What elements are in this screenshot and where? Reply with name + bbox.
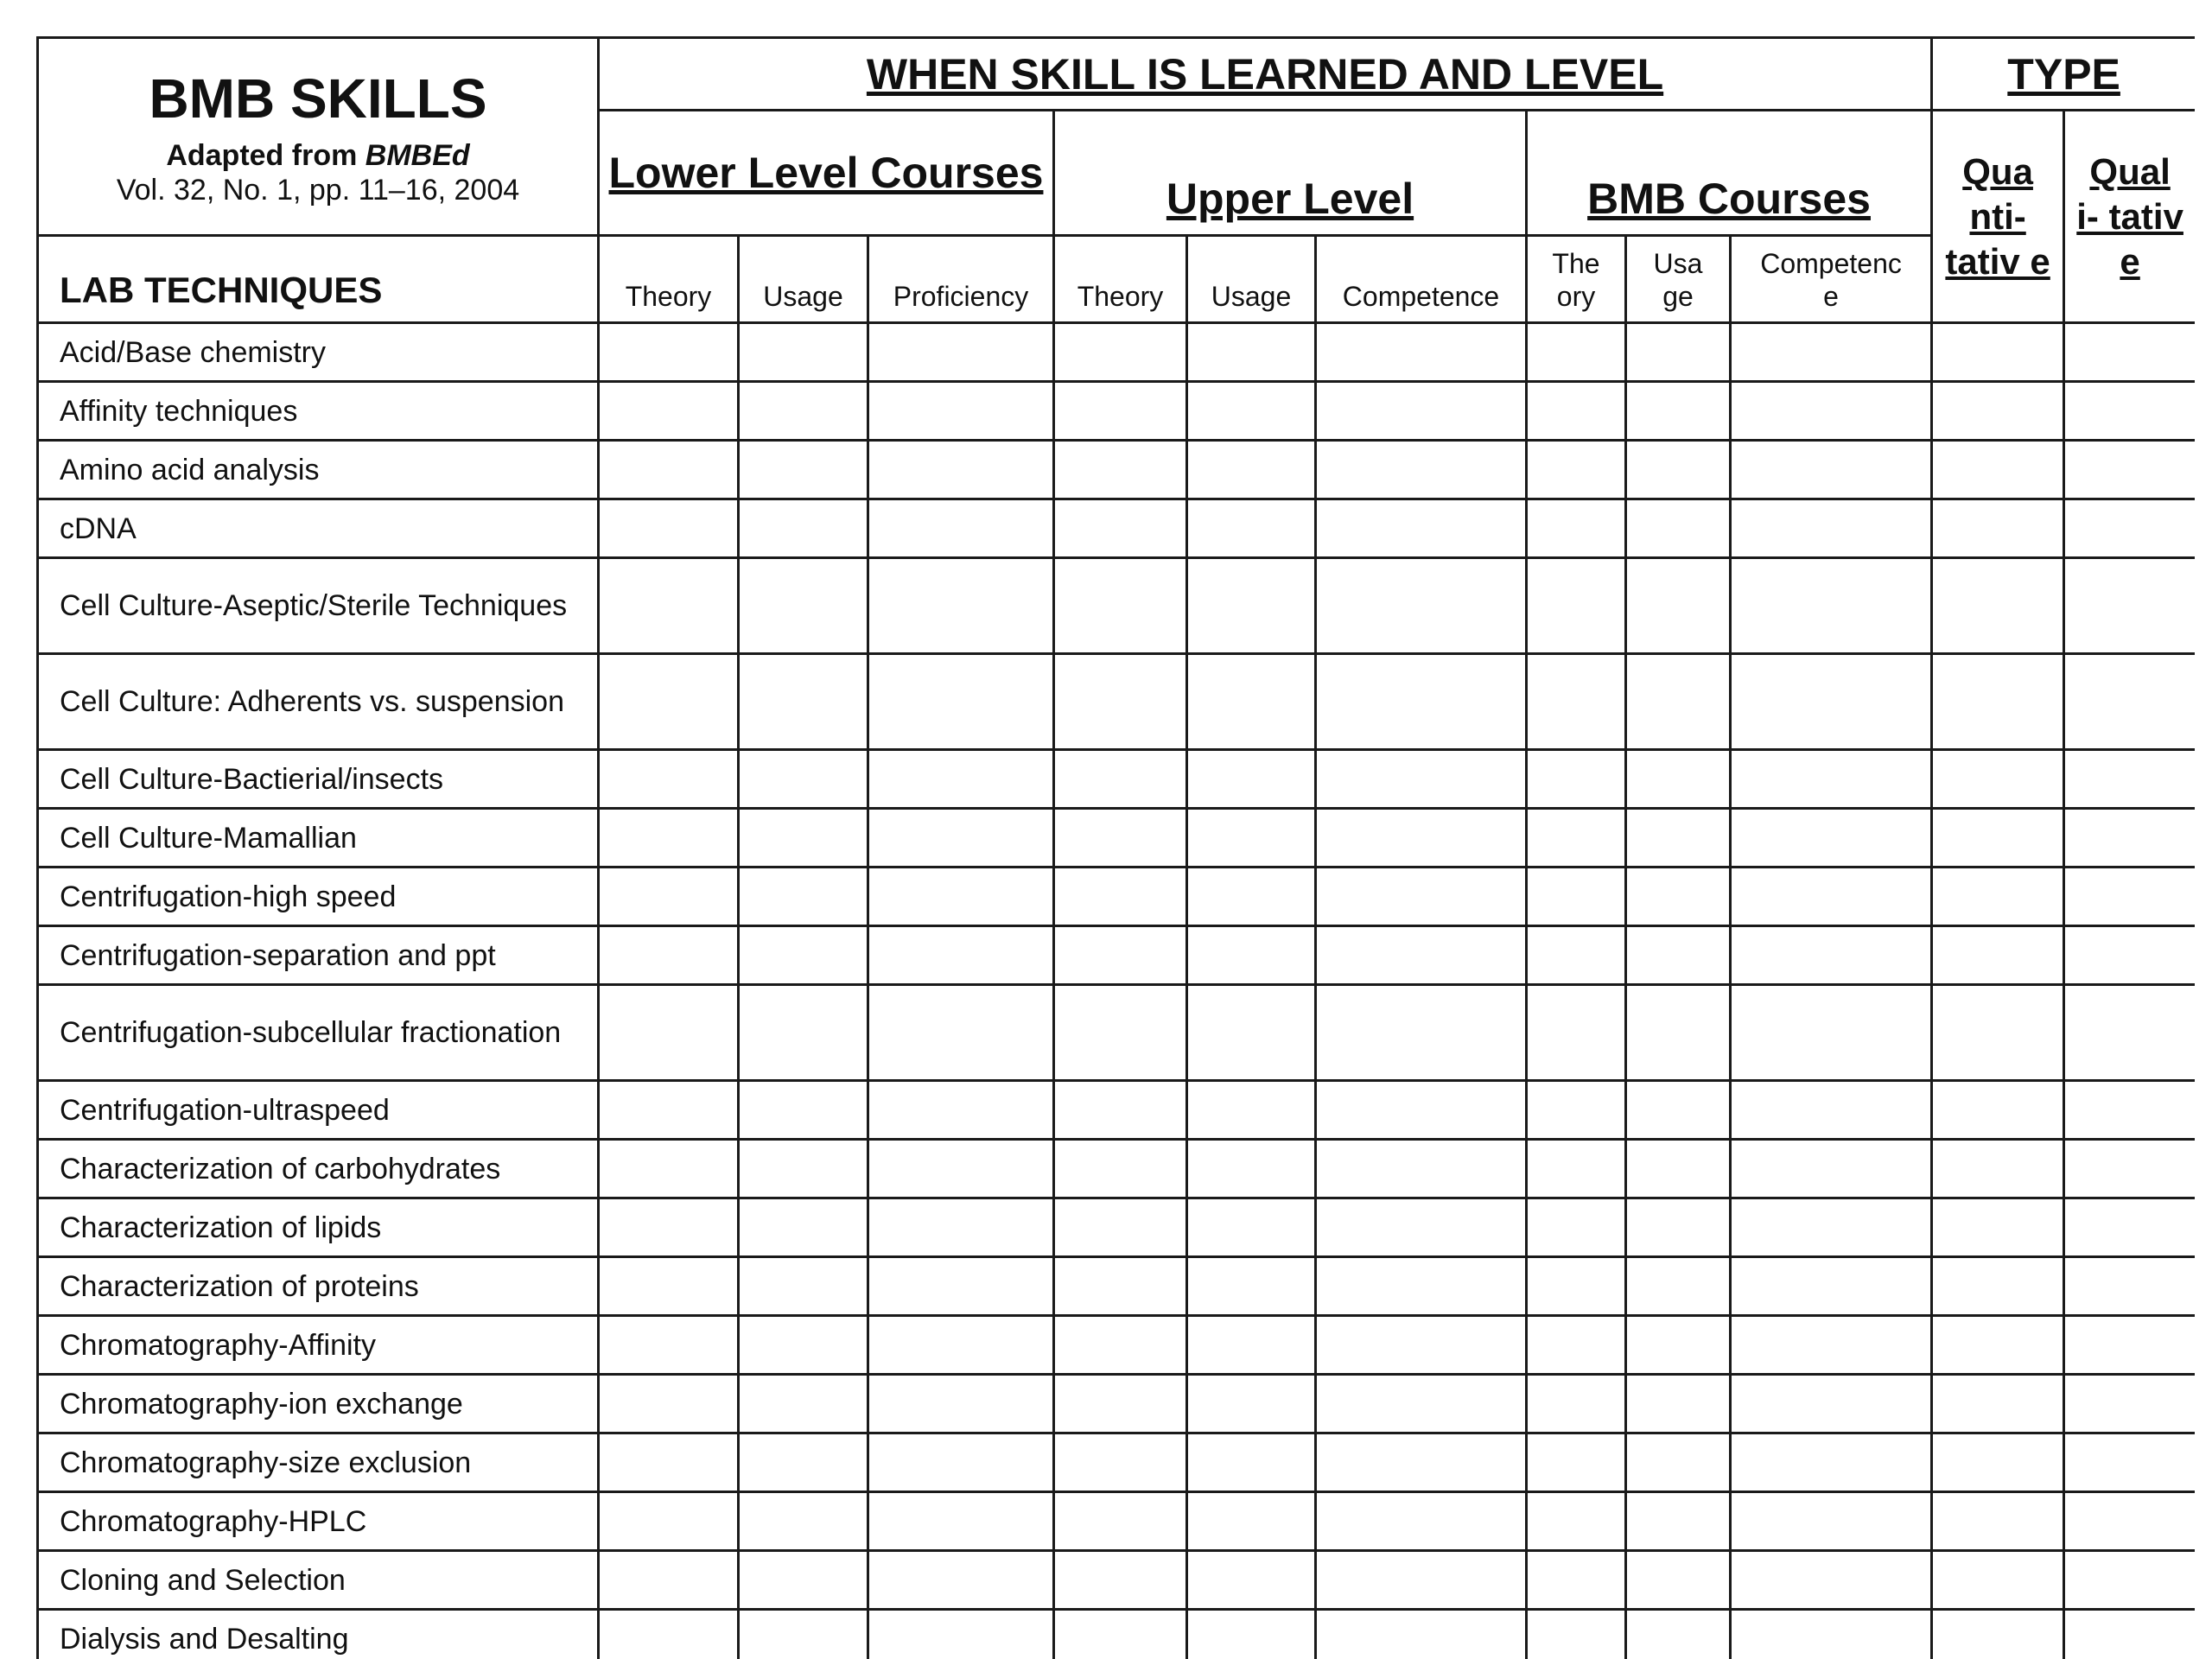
skill-cell[interactable] <box>2064 1081 2195 1140</box>
skill-cell[interactable] <box>868 1198 1054 1257</box>
skill-cell[interactable] <box>1626 1257 1731 1316</box>
skill-cell[interactable] <box>1527 1492 1626 1551</box>
skill-cell[interactable] <box>1932 985 2064 1081</box>
bmb-skills-table <box>36 36 2195 1659</box>
skill-cell[interactable] <box>1187 868 1316 926</box>
skill-cell[interactable] <box>599 1433 739 1492</box>
skill-cell[interactable] <box>1731 499 1932 558</box>
skill-cell[interactable] <box>1527 1375 1626 1433</box>
skill-cell[interactable] <box>1054 1375 1187 1433</box>
skill-cell[interactable] <box>599 750 739 809</box>
skill-cell[interactable] <box>1187 1081 1316 1140</box>
technique-label: Centrifugation-high speed <box>38 868 599 926</box>
skill-cell[interactable] <box>868 499 1054 558</box>
skill-cell[interactable] <box>1932 441 2064 499</box>
upper-level-heading: Upper Level <box>1054 111 1527 236</box>
adapted-source: BMBEd <box>365 139 470 172</box>
skill-cell[interactable] <box>1932 323 2064 382</box>
skill-cell[interactable] <box>1527 1551 1626 1610</box>
when-skill-learned-heading: WHEN SKILL IS LEARNED AND LEVEL <box>599 38 1932 111</box>
skill-cell[interactable] <box>2064 1198 2195 1257</box>
skill-cell[interactable] <box>1316 1492 1527 1551</box>
table-row <box>38 441 2196 499</box>
skill-cell[interactable] <box>1731 985 1932 1081</box>
skill-cell[interactable] <box>1626 926 1731 985</box>
table-row <box>38 499 2196 558</box>
skill-cell[interactable] <box>1626 499 1731 558</box>
skill-cell[interactable] <box>739 1257 868 1316</box>
skill-cell[interactable] <box>2064 1551 2195 1610</box>
skill-cell[interactable] <box>739 1551 868 1610</box>
skill-cell[interactable] <box>1187 1610 1316 1659</box>
skill-cell[interactable] <box>1187 1316 1316 1375</box>
skill-cell[interactable] <box>1316 1198 1527 1257</box>
skill-cell[interactable] <box>739 1492 868 1551</box>
skill-cell[interactable] <box>1527 382 1626 441</box>
skill-cell[interactable] <box>599 323 739 382</box>
technique-label: Affinity techniques <box>38 382 599 441</box>
skill-cell[interactable] <box>1731 1140 1932 1198</box>
skill-cell[interactable] <box>1731 441 1932 499</box>
skill-cell[interactable] <box>1316 868 1527 926</box>
type-heading: TYPE <box>1932 38 2195 111</box>
skill-cell[interactable] <box>1731 1551 1932 1610</box>
skill-cell[interactable] <box>868 382 1054 441</box>
skill-cell[interactable] <box>1527 1198 1626 1257</box>
technique-label: Chromatography-Affinity <box>38 1316 599 1375</box>
skill-cell[interactable] <box>1731 1316 1932 1375</box>
skill-cell[interactable] <box>1731 1610 1932 1659</box>
upper-competence-header: Competence <box>1316 236 1527 323</box>
skill-cell[interactable] <box>1731 558 1932 654</box>
skill-cell[interactable] <box>1187 441 1316 499</box>
technique-label: Characterization of carbohydrates <box>38 1140 599 1198</box>
skill-cell[interactable] <box>1316 1316 1527 1375</box>
technique-label: Acid/Base chemistry <box>38 323 599 382</box>
skill-cell[interactable] <box>1054 382 1187 441</box>
skill-cell[interactable] <box>599 558 739 654</box>
skill-cell[interactable] <box>1731 1081 1932 1140</box>
skill-cell[interactable] <box>1932 809 2064 868</box>
skill-cell[interactable] <box>599 1316 739 1375</box>
skill-cell[interactable] <box>739 1081 868 1140</box>
skill-cell[interactable] <box>1054 1492 1187 1551</box>
skill-cell[interactable] <box>1932 1551 2064 1610</box>
skill-cell[interactable] <box>868 1140 1054 1198</box>
skill-cell[interactable] <box>1054 1316 1187 1375</box>
table-row <box>38 1610 2196 1659</box>
skill-cell[interactable] <box>599 1198 739 1257</box>
table-row <box>38 1140 2196 1198</box>
skill-cell[interactable] <box>1932 1492 2064 1551</box>
skill-cell[interactable] <box>599 1551 739 1610</box>
skill-cell[interactable] <box>1316 323 1527 382</box>
skill-cell[interactable] <box>1626 654 1731 750</box>
skill-cell[interactable] <box>868 1375 1054 1433</box>
skill-cell[interactable] <box>2064 441 2195 499</box>
skill-cell[interactable] <box>2064 499 2195 558</box>
technique-label: cDNA <box>38 499 599 558</box>
skill-cell[interactable] <box>868 985 1054 1081</box>
table-row <box>38 1198 2196 1257</box>
table-row <box>38 926 2196 985</box>
table-row <box>38 985 2196 1081</box>
skill-cell[interactable] <box>1626 1375 1731 1433</box>
table-row <box>38 750 2196 809</box>
skill-cell[interactable] <box>599 1257 739 1316</box>
skill-cell[interactable] <box>868 323 1054 382</box>
skill-cell[interactable] <box>739 323 868 382</box>
skill-cell[interactable] <box>739 750 868 809</box>
skill-cell[interactable] <box>1932 750 2064 809</box>
skill-cell[interactable] <box>1054 1551 1187 1610</box>
skill-cell[interactable] <box>1054 868 1187 926</box>
skill-cell[interactable] <box>1527 323 1626 382</box>
skill-cell[interactable] <box>739 1375 868 1433</box>
technique-label: Amino acid analysis <box>38 441 599 499</box>
skill-cell[interactable] <box>868 1551 1054 1610</box>
table-row <box>38 1081 2196 1140</box>
skill-cell[interactable] <box>1316 1610 1527 1659</box>
skill-cell[interactable] <box>1731 382 1932 441</box>
technique-label: Cloning and Selection <box>38 1551 599 1610</box>
skill-cell[interactable] <box>1626 1610 1731 1659</box>
technique-label: Characterization of lipids <box>38 1198 599 1257</box>
table-row <box>38 1257 2196 1316</box>
technique-label: Chromatography-size exclusion <box>38 1433 599 1492</box>
skill-cell[interactable] <box>1187 1551 1316 1610</box>
skill-cell[interactable] <box>1316 654 1527 750</box>
skill-cell[interactable] <box>1626 985 1731 1081</box>
skill-cell[interactable] <box>1316 441 1527 499</box>
skill-cell[interactable] <box>599 654 739 750</box>
skill-cell[interactable] <box>1932 1610 2064 1659</box>
skill-cell[interactable] <box>1626 382 1731 441</box>
lab-techniques-heading: LAB TECHNIQUES <box>38 236 599 323</box>
skill-cell[interactable] <box>1626 1433 1731 1492</box>
skill-cell[interactable] <box>1054 926 1187 985</box>
adapted-prefix: Adapted from <box>166 139 365 172</box>
table-row <box>38 1551 2196 1610</box>
skill-cell[interactable] <box>1626 323 1731 382</box>
skill-cell[interactable] <box>739 809 868 868</box>
table-row <box>38 558 2196 654</box>
skill-cell[interactable] <box>1731 1257 1932 1316</box>
skill-cell[interactable] <box>2064 1316 2195 1375</box>
bmb-theory-header: The ory <box>1527 236 1626 323</box>
skill-cell[interactable] <box>599 1081 739 1140</box>
skill-cell[interactable] <box>1932 926 2064 985</box>
skill-cell[interactable] <box>1932 1375 2064 1433</box>
skill-cell[interactable] <box>1932 558 2064 654</box>
skill-cell[interactable] <box>1731 750 1932 809</box>
skill-cell[interactable] <box>1054 558 1187 654</box>
skill-cell[interactable] <box>1316 382 1527 441</box>
skill-cell[interactable] <box>1932 1433 2064 1492</box>
page-title: BMB SKILLS <box>149 67 487 130</box>
quantitative-heading: Qua nti- tativ e <box>1932 111 2064 323</box>
skill-cell[interactable] <box>2064 1375 2195 1433</box>
skill-cell[interactable] <box>1527 558 1626 654</box>
skill-cell[interactable] <box>1527 1433 1626 1492</box>
lower-usage-header: Usage <box>739 236 868 323</box>
table-row <box>38 1375 2196 1433</box>
skill-cell[interactable] <box>1731 1375 1932 1433</box>
skill-cell[interactable] <box>1316 1257 1527 1316</box>
skill-cell[interactable] <box>1731 1433 1932 1492</box>
technique-label: Centrifugation-ultraspeed <box>38 1081 599 1140</box>
skill-cell[interactable] <box>868 926 1054 985</box>
skill-cell[interactable] <box>1626 1316 1731 1375</box>
skill-cell[interactable] <box>1932 654 2064 750</box>
skill-cell[interactable] <box>1527 1257 1626 1316</box>
skill-cell[interactable] <box>1054 499 1187 558</box>
skill-cell[interactable] <box>1932 1198 2064 1257</box>
skill-cell[interactable] <box>1527 1316 1626 1375</box>
bmb-courses-heading: BMB Courses <box>1527 111 1932 236</box>
skill-cell[interactable] <box>739 1610 868 1659</box>
skill-cell[interactable] <box>599 868 739 926</box>
skill-cell[interactable] <box>1187 1257 1316 1316</box>
skill-cell[interactable] <box>599 985 739 1081</box>
skill-cell[interactable] <box>2064 1492 2195 1551</box>
skill-cell[interactable] <box>2064 1433 2195 1492</box>
skill-cell[interactable] <box>739 441 868 499</box>
skill-cell[interactable] <box>1731 926 1932 985</box>
skill-cell[interactable] <box>599 441 739 499</box>
bmb-competence-header: Competenc e <box>1731 236 1932 323</box>
skill-cell[interactable] <box>739 1316 868 1375</box>
skill-cell[interactable] <box>739 926 868 985</box>
technique-label: Centrifugation-separation and ppt <box>38 926 599 985</box>
bmb-usage-header: Usa ge <box>1626 236 1731 323</box>
skill-cell[interactable] <box>1054 750 1187 809</box>
skill-cell[interactable] <box>868 1610 1054 1659</box>
lower-theory-header: Theory <box>599 236 739 323</box>
technique-label: Dialysis and Desalting <box>38 1610 599 1659</box>
skill-cell[interactable] <box>2064 985 2195 1081</box>
skill-cell[interactable] <box>1054 1257 1187 1316</box>
skill-cell[interactable] <box>599 1375 739 1433</box>
skill-cell[interactable] <box>599 926 739 985</box>
skill-cell[interactable] <box>1527 499 1626 558</box>
skill-cell[interactable] <box>1187 499 1316 558</box>
skill-cell[interactable] <box>2064 868 2195 926</box>
adapted-from <box>39 138 597 173</box>
skill-cell[interactable] <box>868 1316 1054 1375</box>
skill-cell[interactable] <box>1932 382 2064 441</box>
skill-cell[interactable] <box>868 1433 1054 1492</box>
table-row <box>38 809 2196 868</box>
table-row <box>38 382 2196 441</box>
technique-label: Chromatography-HPLC <box>38 1492 599 1551</box>
skill-cell[interactable] <box>868 868 1054 926</box>
skill-cell[interactable] <box>1054 1140 1187 1198</box>
skill-cell[interactable] <box>1316 1375 1527 1433</box>
skill-cell[interactable] <box>599 382 739 441</box>
skill-cell[interactable] <box>1187 1140 1316 1198</box>
skill-cell[interactable] <box>1626 558 1731 654</box>
skill-cell[interactable] <box>1626 1140 1731 1198</box>
technique-label: Centrifugation-subcellular fractionation <box>38 985 599 1081</box>
upper-theory-header: Theory <box>1054 236 1187 323</box>
skill-cell[interactable] <box>1626 1492 1731 1551</box>
skill-cell[interactable] <box>739 1140 868 1198</box>
technique-label: Characterization of proteins <box>38 1257 599 1316</box>
skill-cell[interactable] <box>1527 441 1626 499</box>
skill-cell[interactable] <box>1054 1610 1187 1659</box>
technique-label: Cell Culture-Mamallian <box>38 809 599 868</box>
skill-cell[interactable] <box>1527 1140 1626 1198</box>
skill-cell[interactable] <box>1316 809 1527 868</box>
skill-cell[interactable] <box>1527 985 1626 1081</box>
skill-cell[interactable] <box>739 868 868 926</box>
skill-cell[interactable] <box>739 558 868 654</box>
technique-label: Cell Culture-Bactierial/insects <box>38 750 599 809</box>
skill-cell[interactable] <box>739 654 868 750</box>
skill-cell[interactable] <box>1316 1081 1527 1140</box>
lower-level-courses-heading: Lower Level Courses <box>599 111 1054 236</box>
skill-cell[interactable] <box>1187 1375 1316 1433</box>
skill-cell[interactable] <box>599 499 739 558</box>
skill-cell[interactable] <box>1527 926 1626 985</box>
skill-cell[interactable] <box>1316 499 1527 558</box>
skill-cell[interactable] <box>1932 1316 2064 1375</box>
skill-cell[interactable] <box>1932 868 2064 926</box>
skill-cell[interactable] <box>739 499 868 558</box>
skill-cell[interactable] <box>1626 1198 1731 1257</box>
skill-cell[interactable] <box>1527 1081 1626 1140</box>
skill-cell[interactable] <box>1187 1433 1316 1492</box>
qualitative-heading: Qual i- tativ e <box>2064 111 2195 323</box>
technique-label: Cell Culture: Adherents vs. suspension <box>38 654 599 750</box>
skill-cell[interactable] <box>1187 809 1316 868</box>
skill-cell[interactable] <box>868 441 1054 499</box>
skill-cell[interactable] <box>1187 654 1316 750</box>
skill-cell[interactable] <box>1626 868 1731 926</box>
skill-cell[interactable] <box>1187 926 1316 985</box>
table-row <box>38 1316 2196 1375</box>
skill-cell[interactable] <box>1187 1198 1316 1257</box>
citation: Vol. 32, No. 1, pp. 11–16, 2004 <box>116 174 520 207</box>
skill-cell[interactable] <box>1054 654 1187 750</box>
skill-cell[interactable] <box>1054 809 1187 868</box>
skill-cell[interactable] <box>1316 1140 1527 1198</box>
skills-table-container <box>36 36 2195 1659</box>
title-cell <box>38 38 599 236</box>
skill-cell[interactable] <box>739 985 868 1081</box>
skill-cell[interactable] <box>1054 1081 1187 1140</box>
skill-cell[interactable] <box>868 809 1054 868</box>
skill-cell[interactable] <box>868 654 1054 750</box>
skill-cell[interactable] <box>2064 1610 2195 1659</box>
upper-usage-header: Usage <box>1187 236 1316 323</box>
skill-cell[interactable] <box>2064 1140 2195 1198</box>
skill-cell[interactable] <box>1626 750 1731 809</box>
skill-cell[interactable] <box>1626 809 1731 868</box>
skill-cell[interactable] <box>2064 809 2195 868</box>
skill-cell[interactable] <box>2064 382 2195 441</box>
skill-cell[interactable] <box>1527 809 1626 868</box>
skill-cell[interactable] <box>2064 654 2195 750</box>
skill-cell[interactable] <box>1054 1198 1187 1257</box>
skill-cell[interactable] <box>1731 868 1932 926</box>
skill-cell[interactable] <box>1527 868 1626 926</box>
skill-cell[interactable] <box>599 1140 739 1198</box>
table-row <box>38 323 2196 382</box>
skill-cell[interactable] <box>1316 926 1527 985</box>
skill-cell[interactable] <box>599 809 739 868</box>
skill-cell[interactable] <box>1527 654 1626 750</box>
table-row <box>38 1433 2196 1492</box>
skill-cell[interactable] <box>1932 1140 2064 1198</box>
skill-cell[interactable] <box>868 1081 1054 1140</box>
skill-cell[interactable] <box>1626 1551 1731 1610</box>
skill-cell[interactable] <box>1527 1610 1626 1659</box>
skill-cell[interactable] <box>2064 750 2195 809</box>
skill-cell[interactable] <box>1316 1433 1527 1492</box>
skill-cell[interactable] <box>2064 926 2195 985</box>
skill-cell[interactable] <box>1054 985 1187 1081</box>
skill-cell[interactable] <box>1316 1551 1527 1610</box>
skill-cell[interactable] <box>599 1492 739 1551</box>
skill-cell[interactable] <box>1187 750 1316 809</box>
skill-cell[interactable] <box>1054 441 1187 499</box>
skill-cell[interactable] <box>868 1492 1054 1551</box>
table-row <box>38 654 2196 750</box>
skill-cell[interactable] <box>2064 558 2195 654</box>
skill-cell[interactable] <box>1626 1081 1731 1140</box>
skill-cell[interactable] <box>1316 558 1527 654</box>
skill-cell[interactable] <box>1187 1492 1316 1551</box>
skill-cell[interactable] <box>1187 382 1316 441</box>
skill-cell[interactable] <box>1187 323 1316 382</box>
skill-cell[interactable] <box>1187 558 1316 654</box>
skill-cell[interactable] <box>2064 1257 2195 1316</box>
skill-cell[interactable] <box>1054 323 1187 382</box>
lower-proficiency-header: Proficiency <box>868 236 1054 323</box>
skill-cell[interactable] <box>1316 750 1527 809</box>
table-row <box>38 868 2196 926</box>
skill-cell[interactable] <box>1054 1433 1187 1492</box>
skill-cell[interactable] <box>1731 1198 1932 1257</box>
skill-cell[interactable] <box>1626 441 1731 499</box>
skill-cell[interactable] <box>2064 323 2195 382</box>
skill-cell[interactable] <box>868 558 1054 654</box>
technique-label: Chromatography-ion exchange <box>38 1375 599 1433</box>
skill-cell[interactable] <box>1316 985 1527 1081</box>
skill-cell[interactable] <box>1731 1492 1932 1551</box>
technique-label: Cell Culture-Aseptic/Sterile Techniques <box>38 558 599 654</box>
skill-cell[interactable] <box>739 1198 868 1257</box>
skill-cell[interactable] <box>1932 1081 2064 1140</box>
skill-cell[interactable] <box>1932 1257 2064 1316</box>
skill-cell[interactable] <box>1527 750 1626 809</box>
skill-cell[interactable] <box>1187 985 1316 1081</box>
skill-cell[interactable] <box>868 750 1054 809</box>
skill-cell[interactable] <box>868 1257 1054 1316</box>
skill-cell[interactable] <box>1731 654 1932 750</box>
table-row <box>38 1492 2196 1551</box>
skill-cell[interactable] <box>599 1610 739 1659</box>
skill-cell[interactable] <box>1731 809 1932 868</box>
skill-cell[interactable] <box>739 1433 868 1492</box>
skill-cell[interactable] <box>1932 499 2064 558</box>
skill-cell[interactable] <box>739 382 868 441</box>
skill-cell[interactable] <box>1731 323 1932 382</box>
